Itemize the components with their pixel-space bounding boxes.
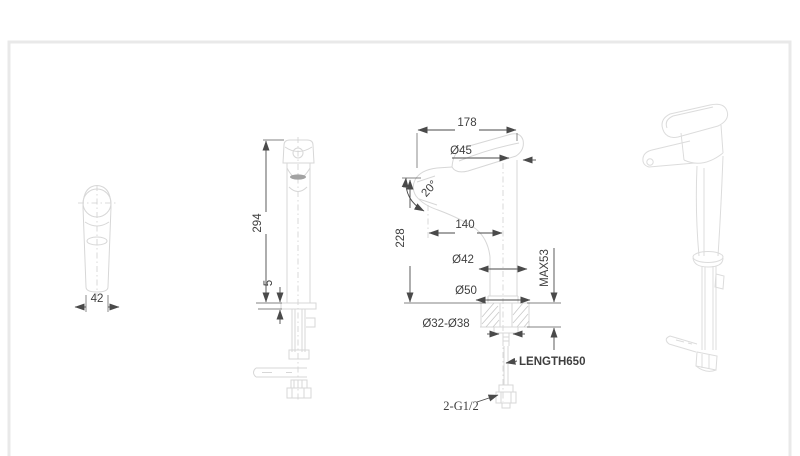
deck-section bbox=[480, 303, 530, 327]
threaded-section bbox=[291, 380, 307, 388]
mounting-nut bbox=[287, 388, 311, 398]
dim-42 bbox=[75, 293, 119, 312]
dim-spout-angle bbox=[406, 178, 440, 211]
handle-joint-arc bbox=[85, 222, 109, 226]
dim-294 bbox=[252, 140, 284, 303]
label-base-diameter: Ø50 bbox=[455, 285, 477, 297]
view-top-plan bbox=[75, 185, 119, 312]
shank-and-hose bbox=[494, 327, 518, 408]
dim-hole-range bbox=[422, 318, 525, 334]
sheet-border bbox=[9, 42, 790, 456]
iso-spout bbox=[643, 141, 695, 167]
iso-horseshoe-washer bbox=[666, 336, 697, 352]
body-sides bbox=[287, 163, 310, 303]
mounting-studs bbox=[292, 309, 305, 352]
label-overall-depth: 178 bbox=[457, 117, 477, 129]
iso-column bbox=[696, 156, 723, 256]
label-overall-height: 294 bbox=[252, 213, 264, 233]
callout-hose-length bbox=[506, 356, 585, 368]
label-thread-spec: 2-G1/2 bbox=[443, 399, 479, 413]
spout-opening bbox=[290, 174, 306, 179]
dim-deck-max bbox=[527, 248, 561, 350]
label-hose-length: LENGTH650 bbox=[519, 356, 586, 368]
iso-nut bbox=[696, 352, 717, 371]
label-spout-angle: 20° bbox=[419, 178, 441, 200]
dim-base-diameter bbox=[455, 285, 530, 300]
view-iso-wireframe bbox=[643, 104, 728, 371]
iso-handle-inner bbox=[666, 107, 713, 128]
dim-5 bbox=[258, 280, 282, 324]
label-body-diameter: Ø42 bbox=[452, 254, 474, 266]
iso-aerator bbox=[647, 159, 653, 165]
label-hole-range: Ø32-Ø38 bbox=[422, 318, 470, 330]
side-tab bbox=[306, 318, 315, 327]
label-spout-reach: 140 bbox=[455, 219, 475, 231]
label-base-thickness: 5 bbox=[263, 279, 275, 287]
label-deck-max: MAX53 bbox=[539, 249, 551, 287]
label-handle-diameter: Ø45 bbox=[450, 145, 472, 157]
horseshoe-washer bbox=[254, 368, 308, 377]
iso-studs bbox=[702, 266, 716, 350]
base-plate bbox=[281, 303, 316, 309]
callout-thread-spec bbox=[443, 395, 498, 413]
label-spout-height: 228 bbox=[395, 228, 407, 248]
view-side-dimensioned bbox=[395, 117, 585, 413]
label-top-width: 42 bbox=[90, 293, 104, 305]
iso-handle bbox=[662, 104, 728, 137]
iso-base-top bbox=[693, 252, 723, 263]
view-front-elevation bbox=[252, 137, 316, 402]
